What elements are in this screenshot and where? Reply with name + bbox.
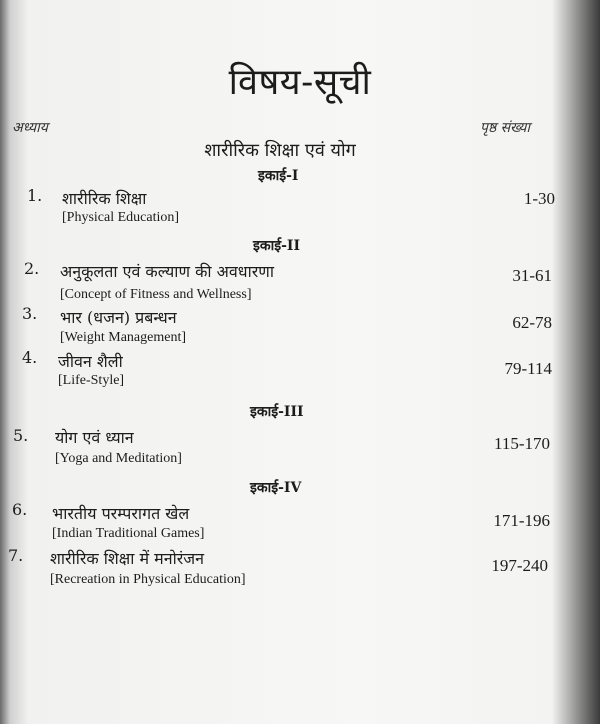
subject-heading: शारीरिक शिक्षा एवं योग (204, 140, 356, 161)
chapter-title-hindi: योग एवं ध्यान (55, 428, 134, 447)
chapter-title-english: [Indian Traditional Games] (52, 526, 205, 541)
chapter-pages: 62-78 (512, 313, 552, 332)
chapter-title-hindi: जीवन शैली (58, 352, 123, 371)
chapter-title-english: [Recreation in Physical Education] (50, 572, 246, 587)
unit-heading-1: इकाई-I (258, 168, 299, 184)
chapter-title-hindi: भार (धजन) प्रबन्धन (60, 308, 177, 327)
chapter-number: 4. (22, 348, 38, 367)
chapter-title-hindi: भारतीय परम्परागत खेल (52, 504, 190, 523)
chapter-pages: 171-196 (493, 511, 550, 530)
page-column-header: पृष्ठ संख्या (480, 120, 531, 136)
chapter-number: 5. (13, 426, 29, 445)
chapter-number: 3. (22, 304, 38, 323)
chapter-pages: 115-170 (493, 434, 550, 453)
chapter-number: 7. (8, 546, 24, 565)
page-title: विषय-सूची (228, 62, 372, 103)
unit-heading-2: इकाई-II (253, 238, 301, 254)
chapter-number: 1. (27, 186, 43, 205)
chapter-title-hindi: शारीरिक शिक्षा में मनोरंजन (50, 549, 205, 568)
chapter-column-header: अध्याय (12, 120, 48, 136)
chapter-number: 6. (12, 500, 28, 519)
unit-heading-3: इकाई-III (250, 404, 304, 420)
chapter-title-hindi: अनुकूलता एवं कल्याण की अवधारणा (60, 262, 274, 281)
chapter-title-english: [Weight Management] (60, 330, 186, 345)
chapter-title-english: [Yoga and Meditation] (55, 451, 182, 466)
chapter-pages: 197-240 (491, 556, 548, 575)
chapter-title-english: [Concept of Fitness and Wellness] (60, 287, 252, 302)
chapter-pages: 31-61 (512, 266, 552, 285)
chapter-title-hindi: शारीरिक शिक्षा (62, 189, 147, 208)
chapter-title-english: [Life-Style] (58, 373, 125, 388)
chapter-title-english: [Physical Education] (62, 210, 180, 225)
chapter-number: 2. (24, 259, 40, 278)
unit-heading-4: इकाई-IV (250, 480, 302, 496)
chapter-pages: 79-114 (504, 359, 552, 378)
chapter-pages: 1-30 (523, 189, 555, 208)
